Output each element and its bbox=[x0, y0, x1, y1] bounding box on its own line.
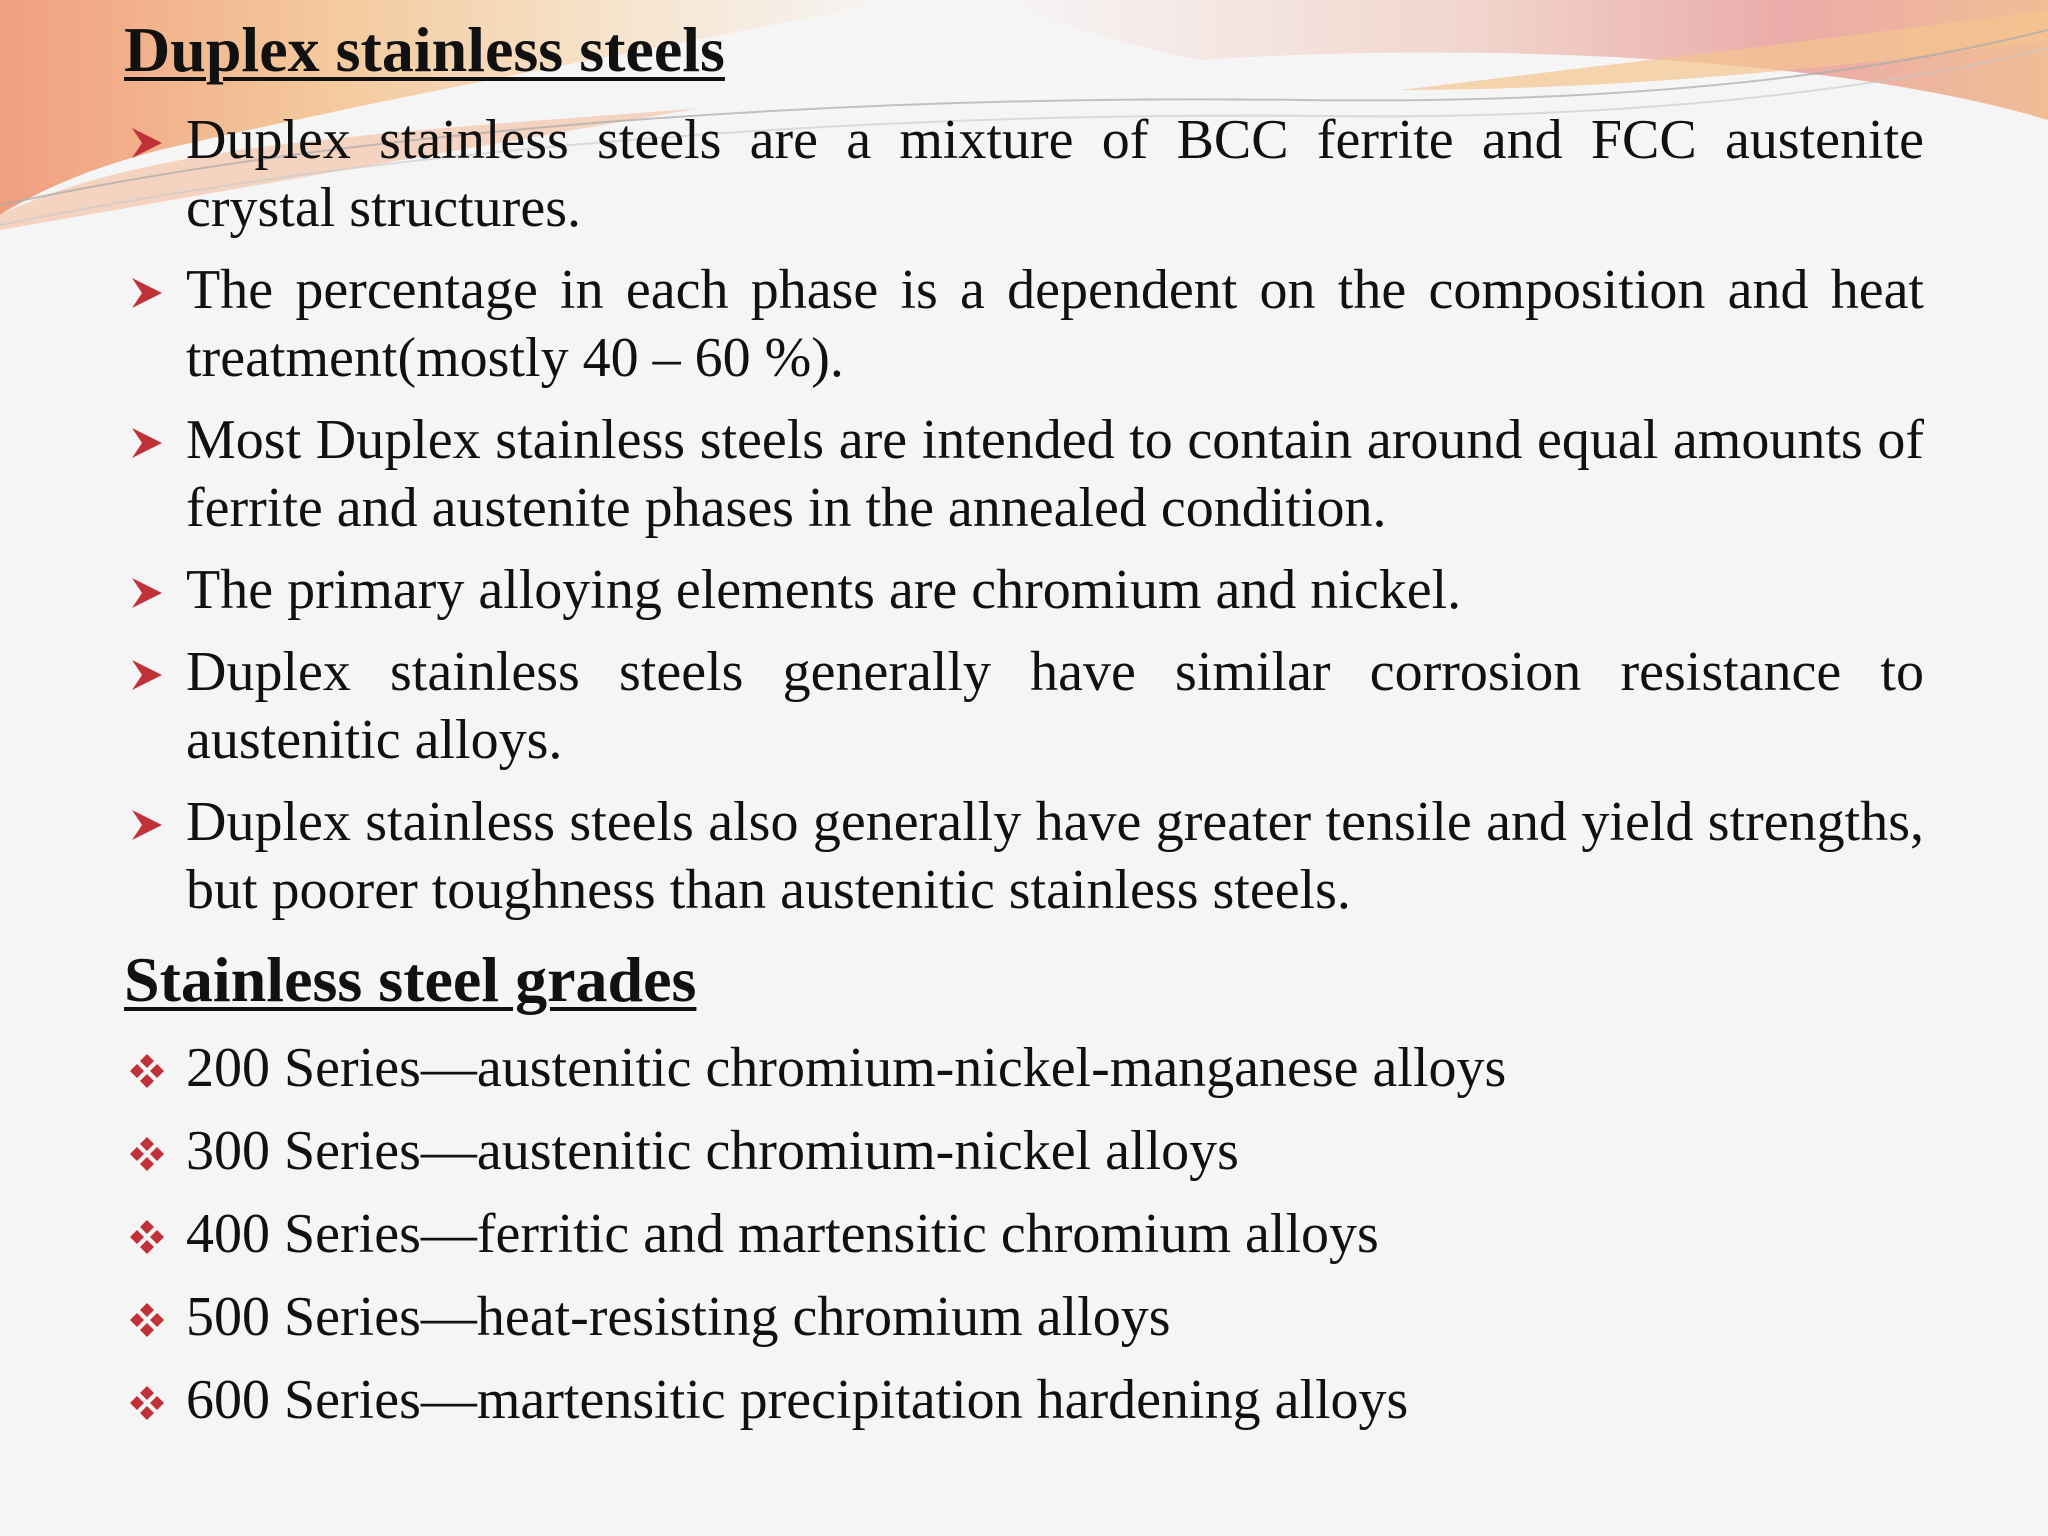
diamond-bullet-icon bbox=[128, 1301, 166, 1339]
arrow-bullet-icon bbox=[128, 574, 166, 612]
arrow-bullet-icon bbox=[128, 806, 166, 844]
list-item-text: Most Duplex stainless steels are intended to contain around equal amounts of ferrite and austenite phases in the annealed condition. bbox=[186, 409, 1924, 539]
diamond-bullet-icon bbox=[128, 1135, 166, 1173]
list-item-text: Duplex stainless steels generally have similar corrosion resistance to austenitic alloys. bbox=[186, 641, 1924, 771]
list-item-text: 300 Series—austenitic chromium-nickel alloys bbox=[186, 1120, 1239, 1182]
list-item-text: 200 Series—austenitic chromium-nickel-manganese alloys bbox=[186, 1037, 1507, 1099]
list-item bbox=[124, 1117, 1924, 1185]
list-item bbox=[124, 256, 1924, 392]
list-item-text: 400 Series—ferritic and martensitic chromium alloys bbox=[186, 1203, 1379, 1265]
grades-bullet-list bbox=[124, 1034, 1924, 1449]
arrow-bullet-icon bbox=[128, 656, 166, 694]
list-item bbox=[124, 638, 1924, 774]
list-item bbox=[124, 1366, 1924, 1434]
list-item bbox=[124, 1283, 1924, 1351]
list-item-text: The percentage in each phase is a dependent on the composition and heat treatment(mostly 40 – 60 %). bbox=[186, 259, 1924, 389]
list-item bbox=[124, 1034, 1924, 1102]
duplex-bullet-list bbox=[124, 106, 1924, 938]
arrow-bullet-icon bbox=[128, 274, 166, 312]
diamond-bullet-icon bbox=[128, 1052, 166, 1090]
diamond-bullet-icon bbox=[128, 1384, 166, 1422]
list-item bbox=[124, 556, 1924, 624]
list-item bbox=[124, 788, 1924, 924]
arrow-bullet-icon bbox=[128, 124, 166, 162]
diamond-bullet-icon bbox=[128, 1218, 166, 1256]
list-item-text: 600 Series—martensitic precipitation hardening alloys bbox=[186, 1369, 1409, 1431]
list-item bbox=[124, 406, 1924, 542]
list-item-text: Duplex stainless steels also generally have greater tensile and yield strengths, but poorer toughness than austenitic stainless steels. bbox=[186, 791, 1924, 921]
list-item bbox=[124, 1200, 1924, 1268]
section-title-grades: Stainless steel grades bbox=[124, 944, 697, 1015]
list-item-text: 500 Series—heat-resisting chromium alloys bbox=[186, 1286, 1171, 1348]
list-item bbox=[124, 106, 1924, 242]
list-item-text: Duplex stainless steels are a mixture of BCC ferrite and FCC austenite crystal structures. bbox=[186, 109, 1924, 239]
arrow-bullet-icon bbox=[128, 424, 166, 462]
list-item-text: The primary alloying elements are chromium and nickel. bbox=[186, 559, 1462, 621]
section-title-duplex: Duplex stainless steels bbox=[124, 14, 725, 85]
